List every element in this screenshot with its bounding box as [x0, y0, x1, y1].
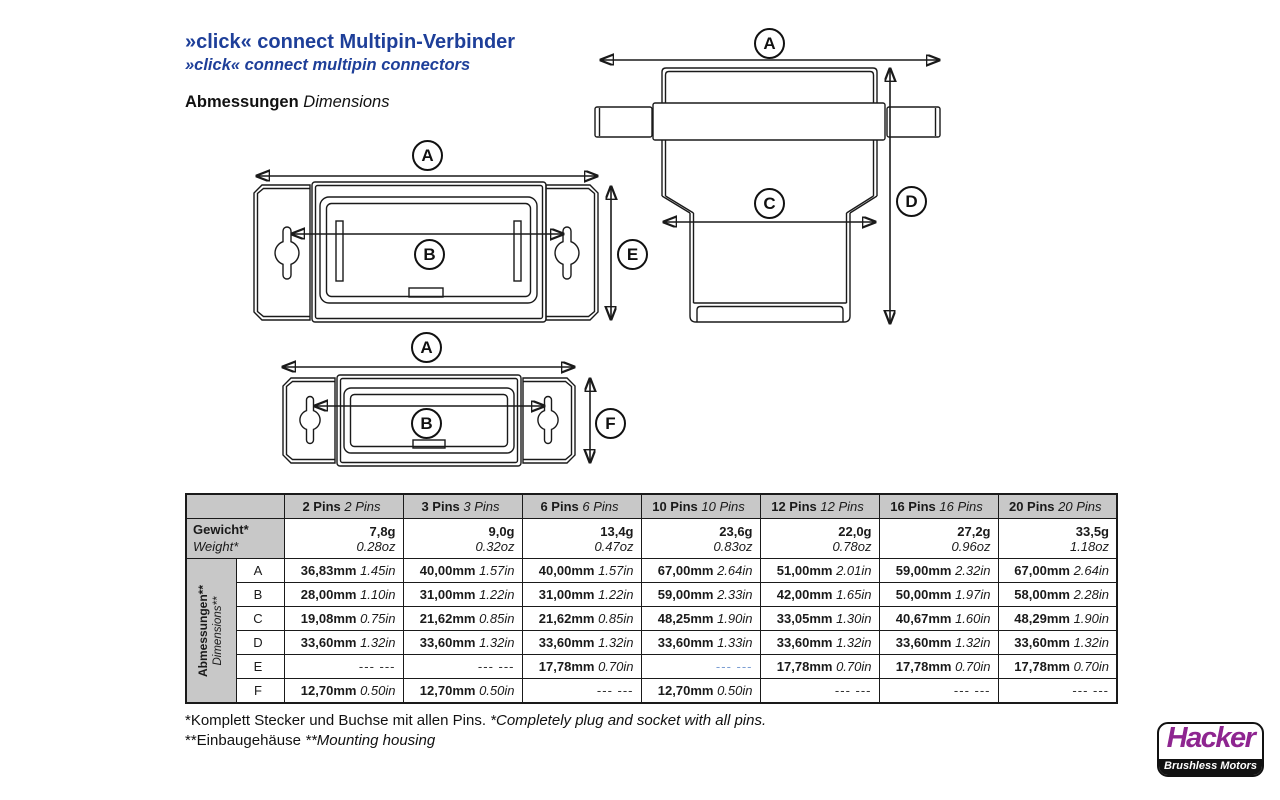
value-cell: 17,78mm 0.70in	[998, 655, 1117, 679]
value-cell: 50,00mm 1.97in	[879, 583, 998, 607]
value-cell: 12,70mm 0.50in	[284, 679, 403, 704]
table-corner-cell	[186, 494, 284, 519]
value-cell: --- ---	[284, 655, 403, 679]
dimension-letter: A	[236, 559, 284, 583]
value-cell: 48,25mm 1.90in	[641, 607, 760, 631]
value-cell: 33,05mm 1.30in	[760, 607, 879, 631]
footnotes	[185, 711, 766, 751]
value-cell: 12,70mm 0.50in	[641, 679, 760, 704]
dimension-label-a3: A	[754, 28, 785, 59]
dimension-letter: E	[236, 655, 284, 679]
value-cell: --- ---	[522, 679, 641, 704]
column-header: 3 Pins 3 Pins	[403, 494, 522, 519]
dimension-row	[186, 583, 1117, 607]
value-cell: 33,60mm 1.32in	[998, 631, 1117, 655]
value-cell: 33,60mm 1.32in	[522, 631, 641, 655]
dimensions-table-body	[186, 494, 1117, 703]
weight-cell: 23,6g 0.83oz	[641, 519, 760, 559]
hacker-logo-brand: Hacker	[1166, 722, 1255, 754]
footnote-1-de: *Komplett Stecker und Buchse mit allen Pins.	[185, 712, 486, 729]
table-header-row	[186, 494, 1117, 519]
weight-cell: 22,0g 0.78oz	[760, 519, 879, 559]
value-cell: 33,60mm 1.32in	[403, 631, 522, 655]
value-cell: 59,00mm 2.33in	[641, 583, 760, 607]
value-cell: 67,00mm 2.64in	[998, 559, 1117, 583]
page-title: »click« connect Multipin-Verbinder	[185, 31, 516, 53]
column-header: 2 Pins 2 Pins	[284, 494, 403, 519]
weight-row	[186, 519, 1117, 559]
section-heading-en: Dimensions	[303, 93, 390, 111]
dimension-row	[186, 607, 1117, 631]
weight-cell: 9,0g 0.32oz	[403, 519, 522, 559]
dimension-label-b2: B	[411, 408, 442, 439]
dimension-letter: F	[236, 679, 284, 704]
footnote-2	[185, 731, 766, 751]
dimensions-group-label: Abmessungen** Dimensions**	[186, 559, 236, 704]
footnote-1	[185, 711, 766, 731]
dimension-label-a2: A	[411, 332, 442, 363]
value-cell: 28,00mm 1.10in	[284, 583, 403, 607]
value-cell: 33,60mm 1.32in	[284, 631, 403, 655]
value-cell: 67,00mm 2.64in	[641, 559, 760, 583]
value-cell: --- ---	[998, 679, 1117, 704]
dimension-label-f: F	[595, 408, 626, 439]
value-cell: 17,78mm 0.70in	[879, 655, 998, 679]
footnote-2-de: **Einbaugehäuse	[185, 732, 301, 749]
weight-cell: 27,2g 0.96oz	[879, 519, 998, 559]
footnote-2-en: **Mounting housing	[305, 732, 436, 749]
page-subtitle: »click« connect multipin connectors	[185, 56, 471, 74]
weight-cell: 7,8g 0.28oz	[284, 519, 403, 559]
dimension-label-b: B	[414, 239, 445, 270]
dimensions-table	[185, 493, 1118, 704]
value-cell: 12,70mm 0.50in	[403, 679, 522, 704]
value-cell: 21,62mm 0.85in	[403, 607, 522, 631]
value-cell: 51,00mm 2.01in	[760, 559, 879, 583]
value-cell: 17,78mm 0.70in	[760, 655, 879, 679]
footnote-1-en: *Completely plug and socket with all pins.	[490, 712, 767, 729]
value-cell: 40,00mm 1.57in	[403, 559, 522, 583]
weight-cell: 33,5g 1.18oz	[998, 519, 1117, 559]
dimension-letter: B	[236, 583, 284, 607]
dimension-letter: C	[236, 607, 284, 631]
value-cell: 40,00mm 1.57in	[522, 559, 641, 583]
value-cell: 21,62mm 0.85in	[522, 607, 641, 631]
value-cell: --- ---	[760, 679, 879, 704]
dimension-row	[186, 679, 1117, 704]
column-header: 10 Pins 10 Pins	[641, 494, 760, 519]
value-cell: --- ---	[641, 655, 760, 679]
dimension-row	[186, 655, 1117, 679]
value-cell: 31,00mm 1.22in	[522, 583, 641, 607]
hacker-logo-tagline: Brushless Motors	[1159, 759, 1262, 775]
value-cell: 31,00mm 1.22in	[403, 583, 522, 607]
weight-cell: 13,4g 0.47oz	[522, 519, 641, 559]
technical-drawings	[240, 15, 960, 480]
value-cell: --- ---	[403, 655, 522, 679]
value-cell: --- ---	[879, 679, 998, 704]
column-header: 12 Pins 12 Pins	[760, 494, 879, 519]
value-cell: 33,60mm 1.33in	[641, 631, 760, 655]
hacker-logo	[1157, 722, 1264, 777]
column-header: 6 Pins 6 Pins	[522, 494, 641, 519]
value-cell: 36,83mm 1.45in	[284, 559, 403, 583]
value-cell: 33,60mm 1.32in	[879, 631, 998, 655]
value-cell: 42,00mm 1.65in	[760, 583, 879, 607]
column-header: 20 Pins 20 Pins	[998, 494, 1117, 519]
value-cell: 40,67mm 1.60in	[879, 607, 998, 631]
value-cell: 48,29mm 1.90in	[998, 607, 1117, 631]
value-cell: 17,78mm 0.70in	[522, 655, 641, 679]
dimension-label-e: E	[617, 239, 648, 270]
column-header: 16 Pins 16 Pins	[879, 494, 998, 519]
dimension-label-d: D	[896, 186, 927, 217]
dimension-row	[186, 559, 1117, 583]
value-cell: 58,00mm 2.28in	[998, 583, 1117, 607]
value-cell: 19,08mm 0.75in	[284, 607, 403, 631]
value-cell: 59,00mm 2.32in	[879, 559, 998, 583]
dimension-label-a: A	[412, 140, 443, 171]
weight-row-label: Gewicht* Weight*	[186, 519, 284, 559]
section-heading-de: Abmessungen	[185, 93, 299, 111]
dimension-letter: D	[236, 631, 284, 655]
value-cell: 33,60mm 1.32in	[760, 631, 879, 655]
dimension-label-c: C	[754, 188, 785, 219]
dimension-row	[186, 631, 1117, 655]
